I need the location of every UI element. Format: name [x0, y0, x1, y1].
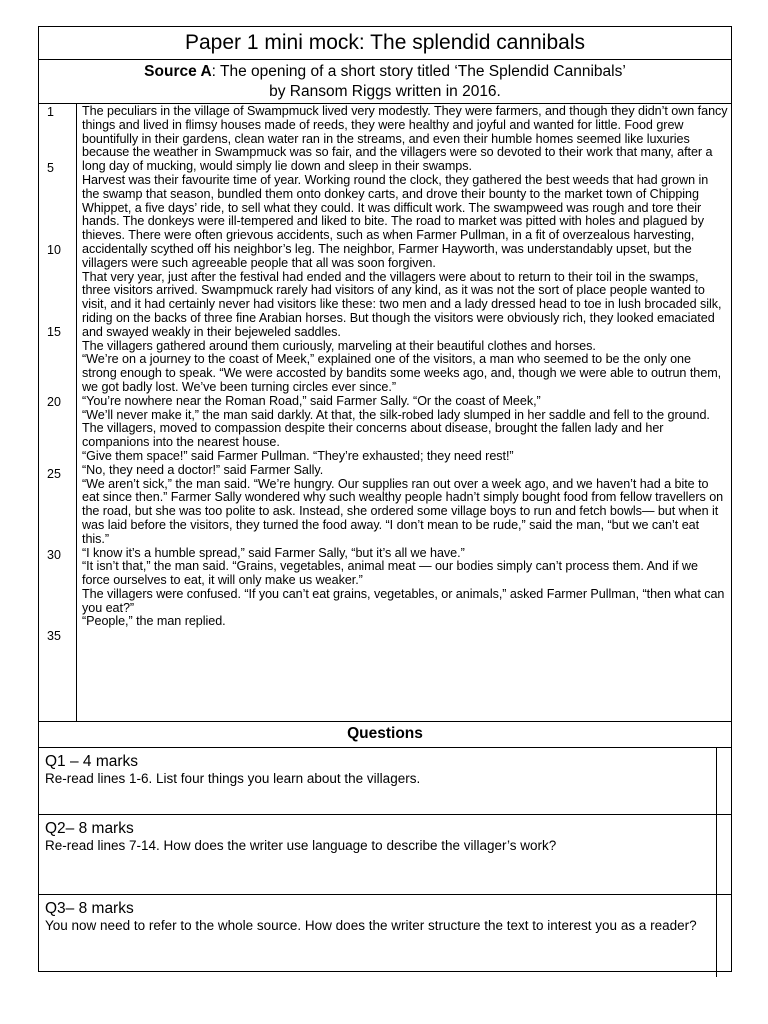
paragraph: The villagers gathered around them curiously, marveling at their beautiful clothes and horses.	[82, 338, 596, 353]
passage-section	[39, 104, 731, 722]
line-number: 25	[47, 467, 61, 481]
line-number-column	[39, 104, 77, 721]
paragraph: Harvest was their favourite time of year. Working round the clock, they gathered the best weeds that had grown in the swamp that season, bundled them onto donkey carts, and drove their bounty to the market town of Chipping Whippet, a five days’ ride, to sell what they could. It was difficult work. The swampweed was rough and tore their hands. The donkeys were ill-tempered and liked to bite. The road to market was pitted with holes and plagued by thieves. There were often grievous accidents, such as when Farmer Pullman, in a fit of overzealous harvesting, accidentally scythed off his neighbor’s leg. The neighbor, Farmer Hayworth, was understandably upset, but the villagers were such agreeable people that all was soon forgiven.	[82, 172, 709, 270]
question-title: Q2– 8 marks	[45, 820, 134, 837]
answer-margin-line	[716, 748, 717, 814]
paragraph: “We’ll never make it,” the man said darkly. At that, the silk-robed lady slumped in her saddle and fell to the ground. The villagers, moved to compassion despite their concerns about disease, brought the fallen lady and her companions into the nearest house.	[82, 407, 710, 450]
line-number: 30	[47, 548, 61, 562]
answer-margin-line	[716, 815, 717, 894]
paragraph: “People,” the man replied.	[82, 614, 226, 629]
paragraph: “You’re nowhere near the Roman Road,” said Farmer Sally. “Or the coast of Meek,”	[82, 393, 541, 408]
question-text: You now need to refer to the whole source. How does the writer structure the text to interest you as a reader?	[45, 918, 697, 933]
paragraph: “No, they need a doctor!” said Farmer Sally.	[82, 462, 324, 477]
line-number: 20	[47, 395, 61, 409]
question-title: Q1 – 4 marks	[45, 753, 139, 770]
question-box-q3	[39, 895, 731, 977]
paragraph: The villagers were confused. “If you can’t eat grains, vegetables, or animals,” asked Farmer Pullman, “then what can you eat?”	[82, 586, 725, 615]
source-label: Source A	[144, 63, 212, 80]
source-author: by Ransom Riggs written in 2016.	[269, 83, 501, 100]
paragraph: “Give them space!” said Farmer Pullman. “They’re exhausted; they need rest!”	[82, 448, 514, 463]
question-text: Re-read lines 1-6. List four things you learn about the villagers.	[45, 771, 421, 786]
answer-margin-line	[716, 895, 717, 977]
line-number: 5	[47, 161, 54, 175]
question-box-q1	[39, 748, 731, 815]
questions-section	[39, 748, 731, 977]
paragraph: “We aren’t sick,” the man said. “We’re hungry. Our supplies ran out over a week ago, and we haven’t had a bite to eat since then.” Farmer Sally wondered why such wealthy people hadn’t simply bought food from fellow travellers on the road, but she was too polite to ask. Instead, she ordered some village boys to run and fetch bowls— but when it was laid before the visitors, they turned the food away. “I don’t mean to be rude,” said the man, “but we can’t eat this.”	[82, 476, 724, 546]
worksheet	[38, 26, 732, 972]
line-number: 35	[47, 629, 61, 643]
source-heading	[39, 60, 731, 104]
question-title: Q3– 8 marks	[45, 900, 134, 917]
paragraph: “I know it’s a humble spread,” said Farmer Sally, “but it’s all we have.”	[82, 545, 465, 560]
paragraph: That very year, just after the festival had ended and the villagers were about to return to their toil in the swamps, three visitors arrived. Swampmuck rarely had visitors of any kind, as it was not the sort of place people wanted to visit, and it had certainly never had visitors like these: two men and a lady dressed head to toe in lush brocaded silk, riding on the backs of three fine Arabian horses. But though the visitors were obviously rich, they looked emaciated and swayed weakly in their bejeweled saddles.	[82, 269, 722, 339]
source-description: : The opening of a short story titled ‘The Splendid Cannibals’	[211, 63, 626, 80]
page-title: Paper 1 mini mock: The splendid cannibals	[39, 27, 731, 60]
paragraph: “We’re on a journey to the coast of Meek,” explained one of the visitors, a man who seemed to be the only one strong enough to speak. “We were accosted by bandits some weeks ago, and, though we were able to outrun them, we got badly lost. We’ve been turning circles ever since.”	[82, 352, 722, 394]
line-number: 10	[47, 243, 61, 257]
line-number: 1	[47, 105, 54, 119]
question-box-q2	[39, 815, 731, 895]
line-number: 15	[47, 325, 61, 339]
passage-text	[82, 105, 728, 629]
paragraph: The peculiars in the village of Swampmuck lived very modestly. They were farmers, and though they didn’t own fancy things and lived in flimsy houses made of reeds, they were healthy and joyful and wanted for little. Food grew bountifully in their gardens, clean water ran in the streams, and even their humble homes seemed like luxuries because the weather in Swampmuck was so fair, and the villagers were so devoted to their work that many, after a long day of mucking, would simply lie down and sleep in their swamps.	[82, 104, 728, 174]
question-text: Re-read lines 7-14. How does the writer use language to describe the villager’s work?	[45, 838, 557, 853]
questions-heading: Questions	[39, 722, 731, 748]
paragraph: “It isn’t that,” the man said. “Grains, vegetables, animal meat — our bodies simply can’t process them. And if we force ourselves to eat, it will only make us weaker.”	[82, 559, 698, 588]
